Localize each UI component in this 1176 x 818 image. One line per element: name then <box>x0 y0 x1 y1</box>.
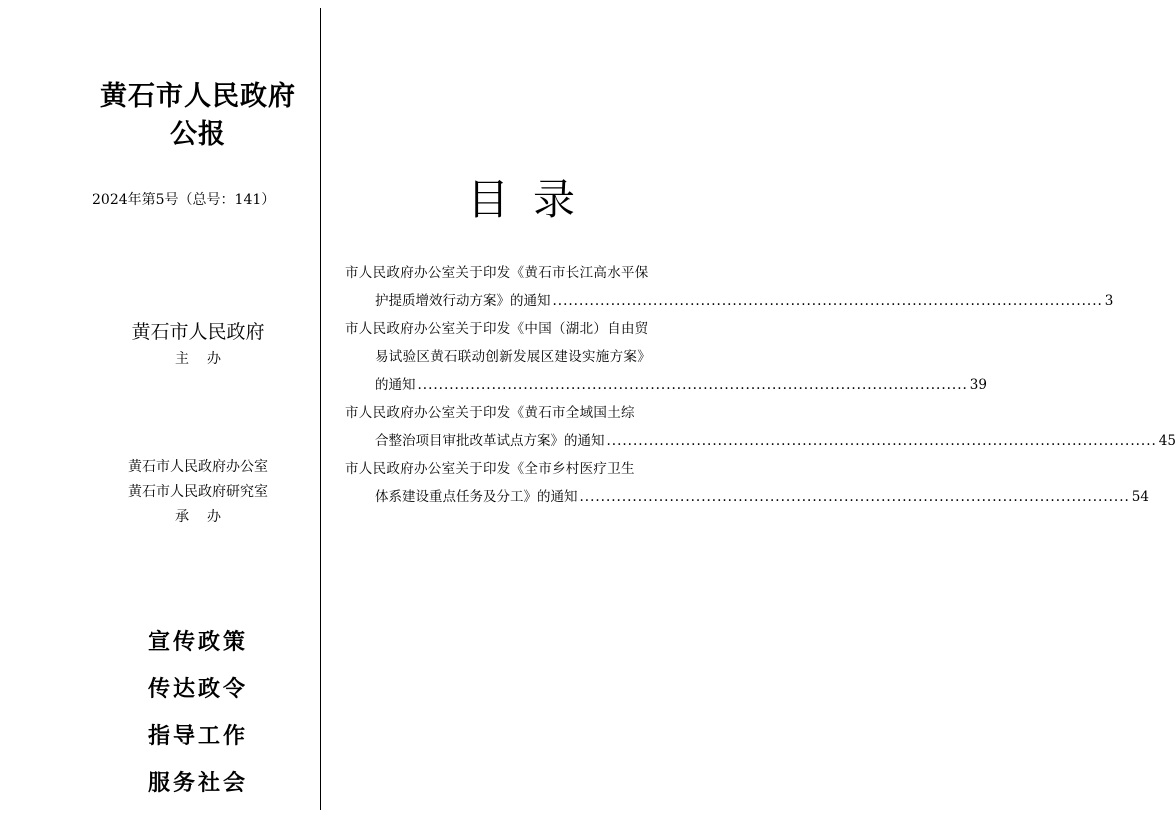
toc-page-number: 39 <box>969 377 987 393</box>
organizer-1: 黄石市人民政府办公室 <box>128 459 268 475</box>
toc-entry-title-line: 市人民政府办公室关于印发《黄石市全域国土综 <box>345 405 635 421</box>
toc-entry[interactable] <box>345 399 1176 455</box>
toc-entry-last-line <box>345 371 987 399</box>
toc-leader-dots: ........................................................................................................ <box>606 433 1157 449</box>
toc-entry-last-line <box>345 287 1114 315</box>
sponsor-name: 黄石市人民政府 <box>131 321 265 343</box>
toc-heading: 目录 <box>467 175 600 224</box>
issue-number: 2024年第5号（总号：141） <box>92 192 276 208</box>
sponsor-role: 主办 <box>175 351 239 367</box>
slogan-1: 宣传政策 <box>147 630 248 655</box>
toc-entry-title-line: 体系建设重点任务及分工》的通知 <box>375 489 578 505</box>
toc-entry-title-line: 易试验区黄石联动创新发展区建设实施方案》 <box>375 349 651 365</box>
toc-entry-title-line: 的通知 <box>375 377 416 393</box>
journal-title-line1: 黄石市人民政府 <box>100 81 296 112</box>
slogan-4: 服务社会 <box>147 771 248 796</box>
toc-leader-dots: ........................................................................................................ <box>579 489 1130 505</box>
journal-title-line2: 公报 <box>170 119 226 150</box>
organizer-role: 承办 <box>175 509 239 525</box>
toc-entry-last-line <box>345 427 1176 455</box>
toc-page-number: 3 <box>1104 293 1114 309</box>
slogan-3: 指导工作 <box>147 724 248 749</box>
toc-list <box>345 259 1176 511</box>
toc-entry-title-line: 市人民政府办公室关于印发《黄石市长江高水平保 <box>345 265 649 281</box>
toc-entry-title-line: 市人民政府办公室关于印发《中国（湖北）自由贸 <box>345 321 649 337</box>
organizer-2: 黄石市人民政府研究室 <box>128 484 268 500</box>
slogan-2: 传达政令 <box>147 677 248 702</box>
toc-page-number: 45 <box>1158 433 1176 449</box>
toc-entry-title-line: 合整治项目审批改革试点方案》的通知 <box>375 433 605 449</box>
toc-page-number: 54 <box>1131 489 1149 505</box>
toc-leader-dots: ........................................................................................................ <box>552 293 1103 309</box>
toc-entry-title-line: 市人民政府办公室关于印发《全市乡村医疗卫生 <box>345 461 635 477</box>
table-of-contents-panel <box>321 0 1176 818</box>
cover-left-panel <box>0 0 320 818</box>
toc-leader-dots: ........................................................................................................ <box>417 377 968 393</box>
toc-entry[interactable] <box>345 455 1149 511</box>
toc-entry-title-line: 护提质增效行动方案》的通知 <box>375 293 551 309</box>
toc-entry-last-line <box>345 483 1149 511</box>
toc-entry[interactable] <box>345 315 987 399</box>
toc-entry[interactable] <box>345 259 1114 315</box>
